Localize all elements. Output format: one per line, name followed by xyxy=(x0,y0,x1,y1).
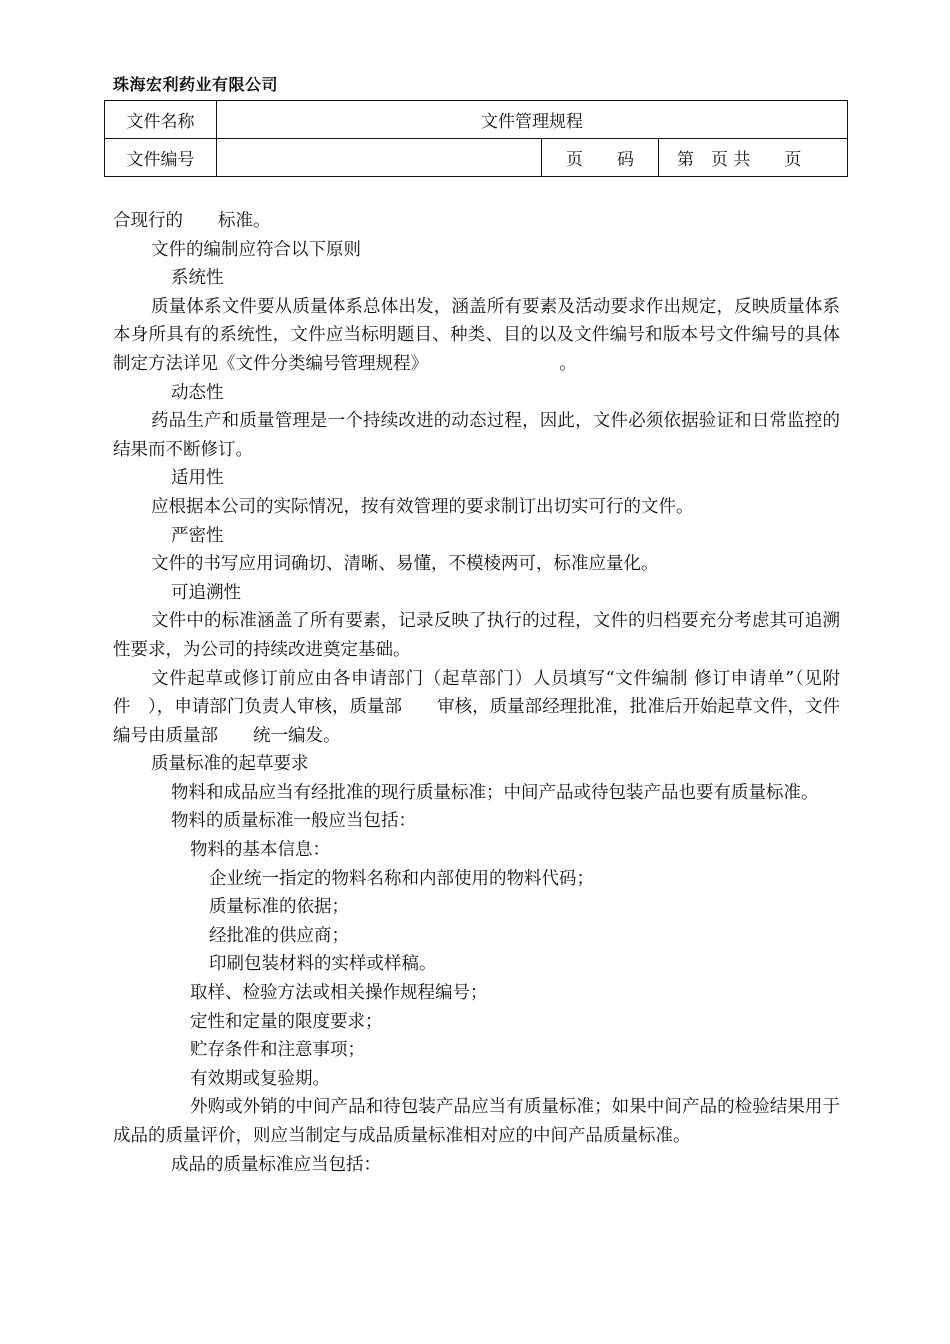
paragraph: 文件中的标准涵盖了所有要素，记录反映了执行的过程，文件的归档要充分考虑其可追溯性要求，为公司的持续改进奠定基础。 xyxy=(113,611,840,660)
paragraph: 文件的书写应用词确切、清晰、易懂，不模棱两可，标准应量化。 xyxy=(151,554,659,575)
document-body xyxy=(113,207,840,1179)
header-row-file-code xyxy=(105,139,848,177)
header-row-file-name xyxy=(105,101,848,139)
company-name: 珠海宏利药业有限公司 xyxy=(113,75,279,94)
section-heading: 质量标准的起草要求 xyxy=(151,754,309,775)
list-item: 定性和定量的限度要求； xyxy=(190,1011,383,1032)
list-heading: 成品的质量标准应当包括： xyxy=(171,1154,381,1175)
subsection-heading: 动态性 xyxy=(171,382,224,403)
list-item: 质量标准的依据； xyxy=(209,897,349,918)
paragraph: 药品生产和质量管理是一个持续改进的动态过程，因此，文件必须依据验证和日常监控的结果而不断修订。 xyxy=(113,411,840,460)
list-heading: 物料的质量标准一般应当包括： xyxy=(171,811,416,832)
file-name-label: 文件名称 xyxy=(105,101,217,139)
paragraph: 物料和成品应当有经批准的现行质量标准；中间产品或待包装产品也要有质量标准。 xyxy=(171,782,819,803)
section-heading: 文件的编制应符合以下原则 xyxy=(151,239,361,260)
paragraph: 外购或外销的中间产品和待包装产品应当有质量标准；如果中间产品的检验结果用于成品的质量评价，则应当制定与成品质量标准相对应的中间产品质量标准。 xyxy=(113,1097,840,1146)
list-item: 印刷包装材料的实样或样稿。 xyxy=(209,954,437,975)
list-item: 有效期或复验期。 xyxy=(190,1068,330,1089)
list-item: 物料的基本信息： xyxy=(190,840,330,861)
subsection-heading: 严密性 xyxy=(171,525,224,546)
file-code-value xyxy=(217,139,542,177)
paragraph: 合现行的 标准。 xyxy=(113,211,271,231)
list-item: 经批准的供应商； xyxy=(209,925,349,946)
subsection-heading: 系统性 xyxy=(171,268,224,289)
paragraph: 质量体系文件要从质量体系总体出发，涵盖所有要素及活动要求作出规定，反映质量体系本身所具有的系统性，文件应当标明题目、种类、目的以及文件编号和版本号文件编号的具体制定方法详见《文件分类编号管理规程》 。 xyxy=(113,296,840,374)
paragraph: 应根据本公司的实际情况，按有效管理的要求制订出切实可行的文件。 xyxy=(151,496,694,517)
page-number-value: 第 页 共 页 xyxy=(659,139,848,177)
file-code-label: 文件编号 xyxy=(105,139,217,177)
list-item: 企业统一指定的物料名称和内部使用的物料代码； xyxy=(209,868,594,889)
paragraph: 文件起草或修订前应由各申请部门（起草部门）人员填写“文件编制 修订申请单”（见附件 ），申请部门负责人审核，质量部 审核，质量部经理批准，批准后开始起草文件，文件编号由质量部 统一编发。 xyxy=(113,668,840,746)
list-item: 取样、检验方法或相关操作规程编号； xyxy=(190,983,488,1004)
list-item: 贮存条件和注意事项； xyxy=(190,1040,365,1061)
page-number-label: 页 码 xyxy=(542,139,659,177)
file-name-value: 文件管理规程 xyxy=(217,101,848,139)
subsection-heading: 可追溯性 xyxy=(171,582,241,603)
subsection-heading: 适用性 xyxy=(171,468,224,489)
document-header-table xyxy=(104,100,848,177)
